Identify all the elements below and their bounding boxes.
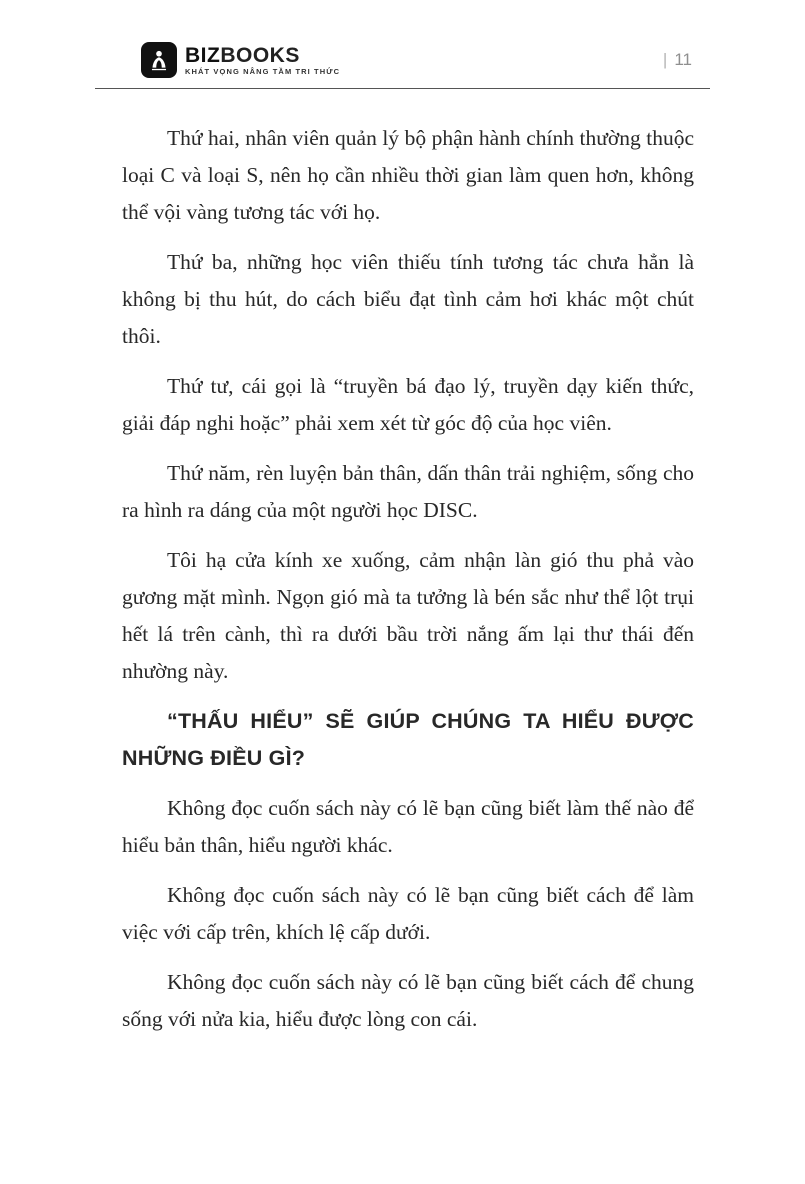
page-header bbox=[95, 42, 710, 88]
brand-text bbox=[185, 45, 340, 76]
paragraph: Tôi hạ cửa kính xe xuống, cảm nhận làn gió thu phả vào gương mặt mình. Ngọn gió mà ta tưởng là bén sắc như thể lột trụi hết lá trên cành, thì ra dưới bầu trời nắng ấm lại thư thái đến nhường này. bbox=[122, 548, 694, 683]
paragraph: Thứ năm, rèn luyện bản thân, dấn thân trải nghiệm, sống cho ra hình ra dáng của một người học DISC. bbox=[122, 461, 694, 522]
paragraph: Thứ ba, những học viên thiếu tính tương tác chưa hẳn là không bị thu hút, do cách biểu đạt tình cảm hơi khác một chút thôi. bbox=[122, 250, 694, 348]
paragraph: Thứ hai, nhân viên quản lý bộ phận hành chính thường thuộc loại C và loại S, nên họ cần nhiều thời gian làm quen hơn, không thể vội vàng tương tác với họ. bbox=[122, 126, 694, 224]
brand-name-biz: BIZ bbox=[185, 43, 221, 67]
publisher-brand bbox=[141, 42, 340, 78]
bizbooks-logo-icon bbox=[141, 42, 177, 78]
paragraph: Không đọc cuốn sách này có lẽ bạn cũng biết làm thế nào để hiểu bản thân, hiểu người khác. bbox=[122, 796, 694, 857]
header-divider-rule bbox=[95, 88, 710, 89]
brand-name-books: BOOKS bbox=[220, 43, 300, 67]
page-number bbox=[663, 50, 692, 70]
brand-name bbox=[185, 45, 340, 67]
page-number-value: 11 bbox=[674, 50, 692, 69]
section-heading: “THẤU HIỂU” SẼ GIÚP CHÚNG TA HIỂU ĐƯỢC NHỮNG ĐIỀU GÌ? bbox=[122, 709, 694, 770]
page-number-separator: | bbox=[662, 50, 668, 69]
paragraph: Không đọc cuốn sách này có lẽ bạn cũng biết cách để chung sống với nửa kia, hiểu được lòng con cái. bbox=[122, 970, 694, 1031]
brand-tagline: KHÁT VỌNG NÂNG TẦM TRI THỨC bbox=[185, 66, 341, 76]
paragraph: Thứ tư, cái gọi là “truyền bá đạo lý, truyền dạy kiến thức, giải đáp nghi hoặc” phải xem xét từ góc độ của học viên. bbox=[122, 374, 694, 435]
paragraph: Không đọc cuốn sách này có lẽ bạn cũng biết cách để làm việc với cấp trên, khích lệ cấp dưới. bbox=[122, 883, 694, 944]
page-content bbox=[122, 120, 694, 1051]
